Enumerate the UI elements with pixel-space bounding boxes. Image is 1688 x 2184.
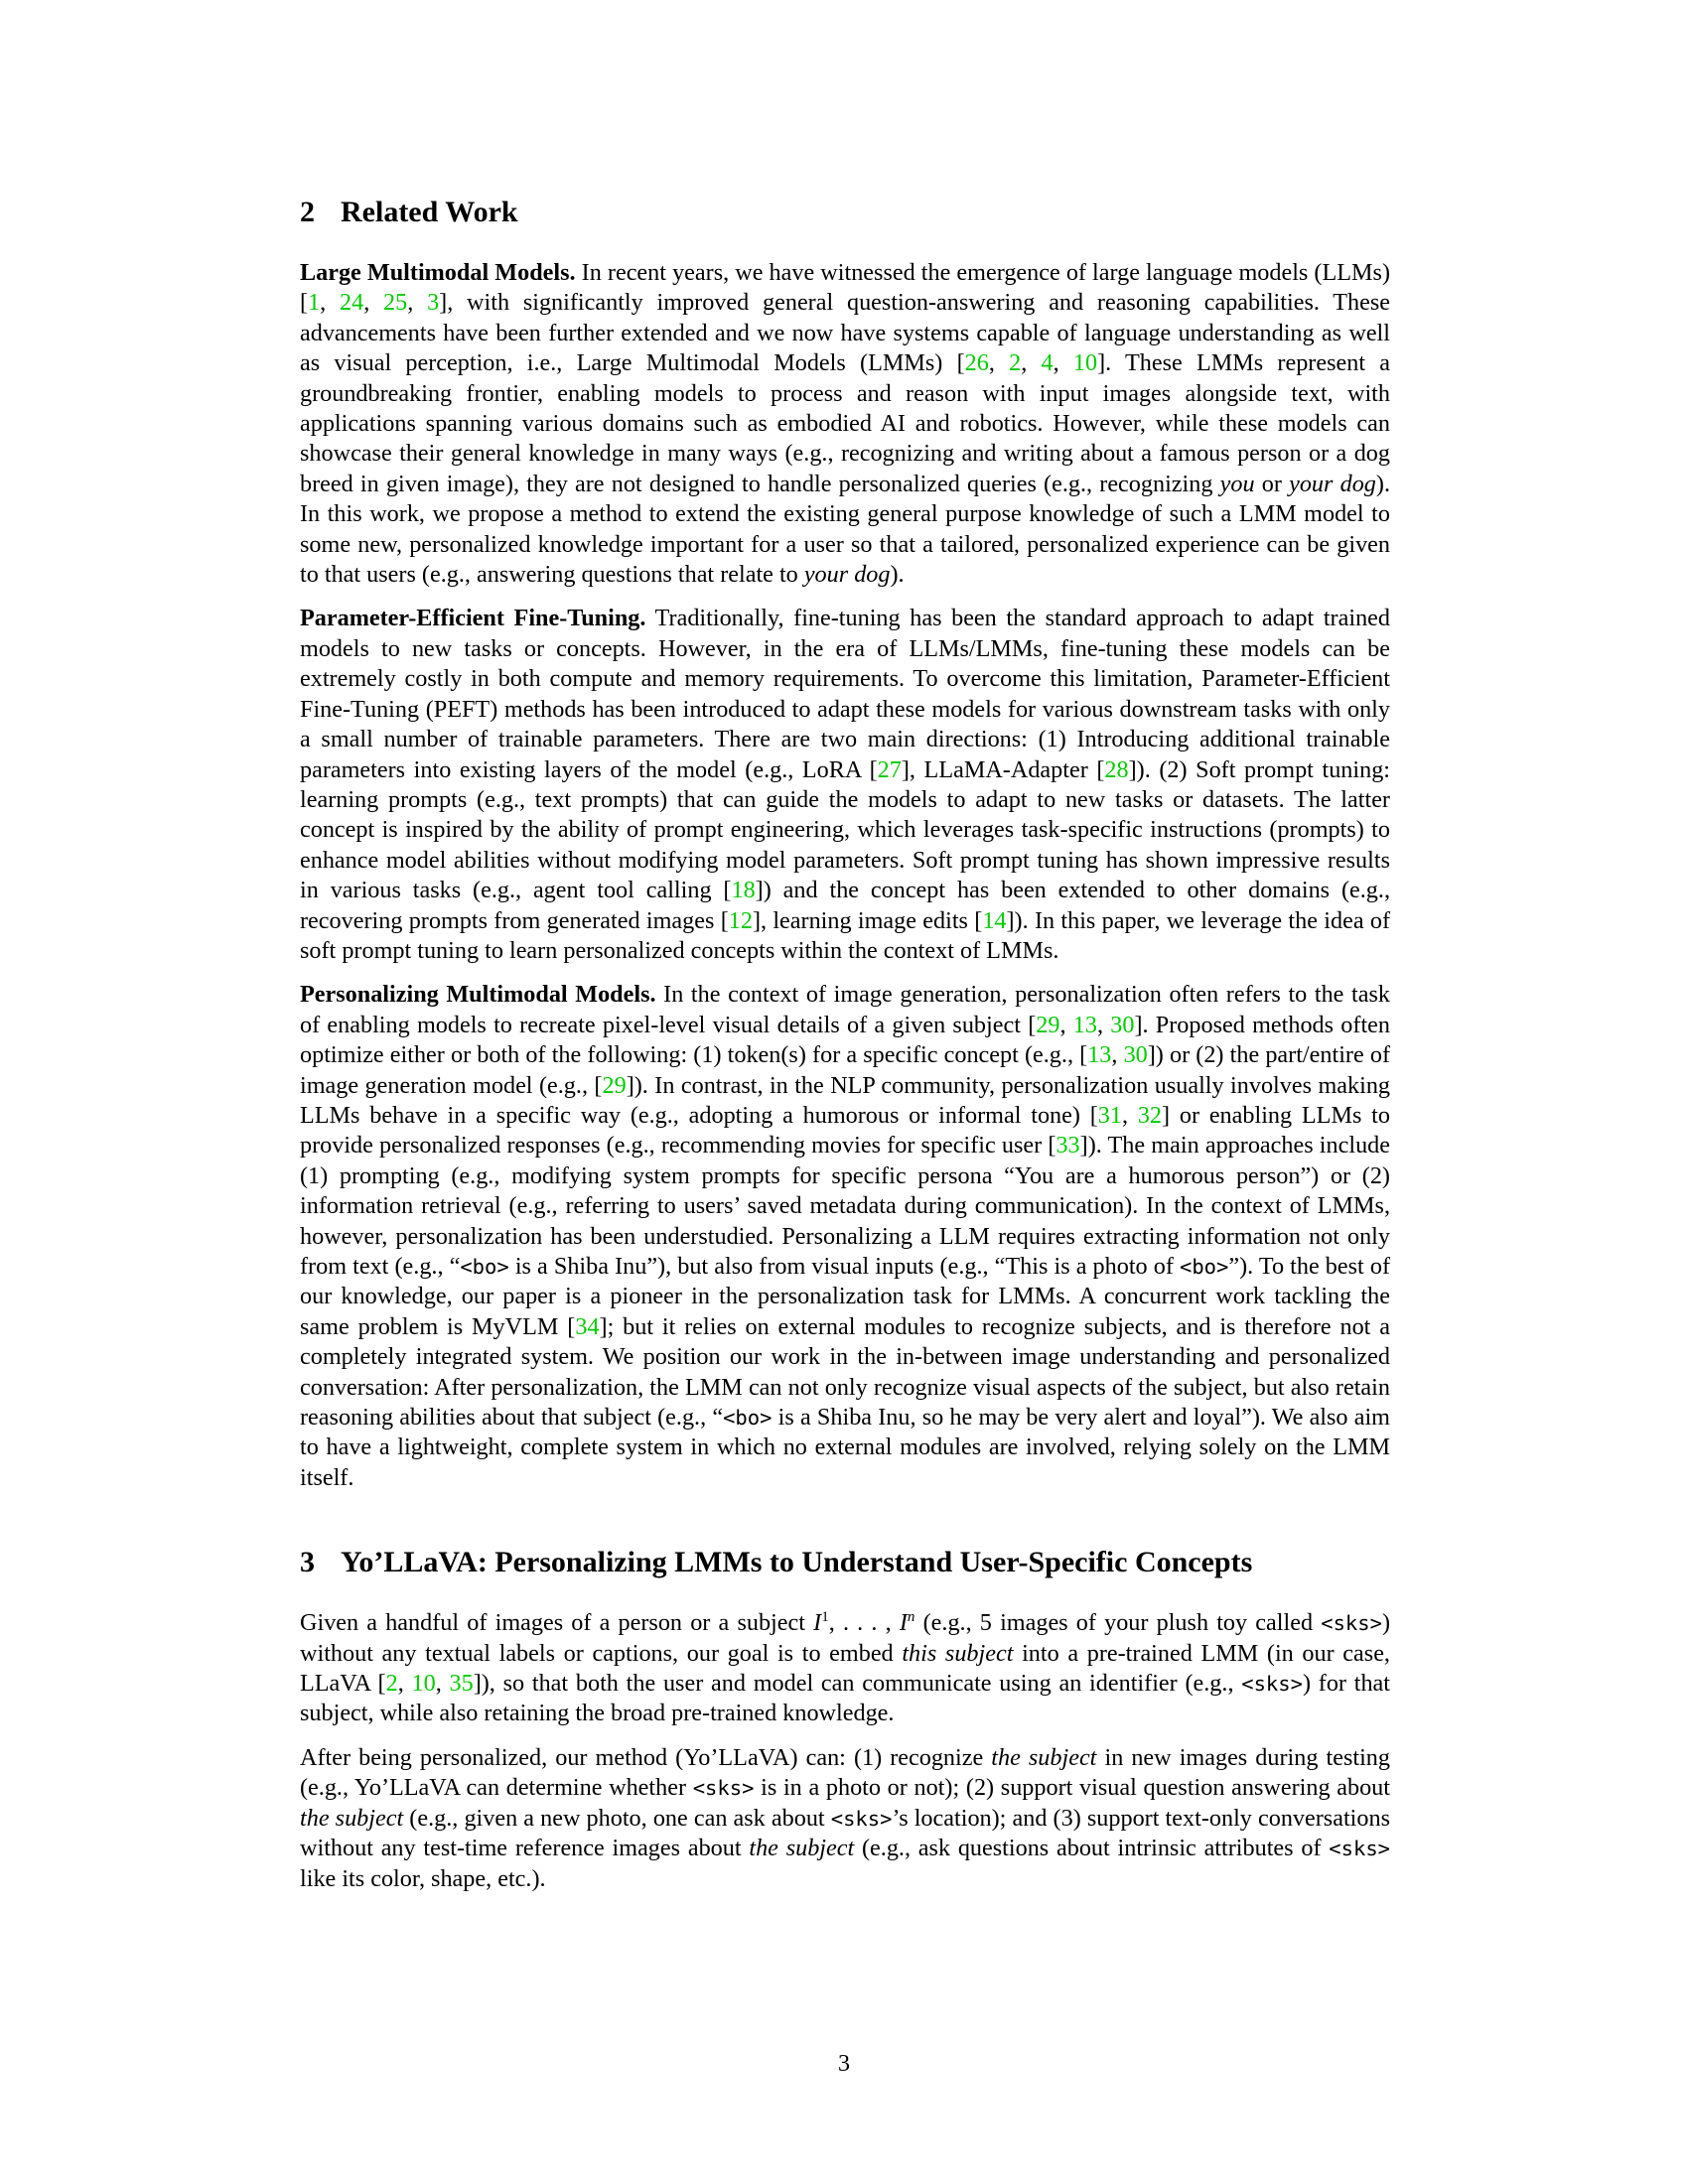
text-run: Given a handful of images of a person or a subject xyxy=(300,1609,814,1637)
text-run: ]). (2) Soft prompt tuning: learning prompts (e.g., text prompts) that can guide the models to adapt to new tasks or datasets. The latter concept is inspired by the ability of prompt engineering, which leverages task-specific instructions (prompts) to enhance model abilities without modifying model parameters. Soft prompt tuning has shown impressive results in various tasks (e.g., agent tool calling [ xyxy=(300,755,1391,904)
text-run: In recent years, we have witnessed the emergence of large language models (LLMs) [ xyxy=(300,259,1390,317)
text-run: , xyxy=(1121,1101,1138,1129)
identifier-token: <sks> xyxy=(1321,1611,1382,1636)
paper-page xyxy=(300,195,1390,1894)
citation-link[interactable]: 24 xyxy=(340,289,364,317)
paragraph-lead: Parameter-Efficient Fine-Tuning. xyxy=(300,605,646,632)
citation-link[interactable]: 13 xyxy=(1087,1041,1112,1069)
text-run: After being personalized, our method (Yo’LLaVA) can: (1) recognize xyxy=(300,1743,992,1771)
text-run: In the context of image generation, personalization often refers to the task of enabling models to recreate pixel-level visual details of a given subject [ xyxy=(300,981,1390,1038)
citation-link[interactable]: 30 xyxy=(1123,1041,1148,1069)
text-run: ) without any textual labels or captions, our goal is to embed xyxy=(300,1609,1391,1667)
text-run: , xyxy=(1096,1011,1111,1038)
citation-link[interactable]: 13 xyxy=(1072,1011,1097,1038)
citation-link[interactable]: 27 xyxy=(877,755,902,783)
paragraph-lead: Personalizing Multimodal Models. xyxy=(300,981,656,1009)
text-run: ’s location); and (3) support text-only conversations without any test-time reference images about xyxy=(300,1804,1390,1862)
text-run: ], with significantly improved general question-answering and reasoning capabilities. These advancements have been further extended and we now have systems capable of language understanding as well as visual perception, i.e., Large Multimodal Models (LMMs) [ xyxy=(300,289,1391,377)
text-run: ] or enabling LLMs to provide personalized responses (e.g., recommending movies for specific user [ xyxy=(300,1101,1390,1160)
citation-link[interactable]: 2 xyxy=(385,1670,398,1698)
text-run: ], LLaMA-Adapter [ xyxy=(901,755,1105,783)
text-run: ”). To the best of our knowledge, our paper is a pioneer in the personalization task for LMMs. A concurrent work tackling the same problem is MyVLM [ xyxy=(300,1253,1391,1340)
text-run: , xyxy=(1021,349,1042,377)
text-run: is a Shiba Inu, so he may be very alert and loyal”). We also aim to have a lightweight, complete system in which no external modules are involved, relying solely on the LMM itself. xyxy=(300,1404,1390,1491)
section-title: Yo’LLaVA: Personalizing LMMs to Understand User-Specific Concepts xyxy=(341,1546,1253,1579)
citation-link[interactable]: 4 xyxy=(1041,349,1054,377)
identifier-token: <bo> xyxy=(460,1255,509,1279)
paragraph-large-multimodal-models xyxy=(300,258,1390,590)
math-superscript: n xyxy=(907,1609,915,1626)
text-run: ]). In this paper, we leverage the idea of soft prompt tuning to learn personalized concepts within the context of LMMs. xyxy=(300,906,1390,964)
text-run: (e.g., ask questions about intrinsic attributes of xyxy=(854,1835,1330,1862)
citation-link[interactable]: 25 xyxy=(383,289,408,317)
section-number: 2 xyxy=(300,196,315,228)
text-run: ]). The main approaches include (1) prompting (e.g., modifying system prompts for specific persona “You are a humorous person”) or (2) information retrieval (e.g., referring to users’ saved metadata during communication). In the context of LMMs, however, personalization has been understudied. Personalizing a LLM requires extracting information not only from text (e.g., “ xyxy=(300,1132,1390,1280)
text-run: is a Shiba Inu”), but also from visual inputs (e.g., “This is a photo of xyxy=(508,1253,1180,1280)
text-run: ]. Proposed methods often optimize either or both of the following: (1) token(s) for a specific concept (e.g., [ xyxy=(300,1011,1391,1069)
text-run: like its color, shape, etc.). xyxy=(300,1864,546,1892)
paragraph-personalizing-multimodal-models xyxy=(300,980,1390,1493)
math-symbol: , . . . , xyxy=(828,1609,900,1637)
identifier-token: <bo> xyxy=(1180,1255,1229,1279)
citation-link[interactable]: 12 xyxy=(728,906,753,934)
text-run: in new images during testing (e.g., Yo’LLaVA can determine whether xyxy=(300,1743,1390,1802)
text-run: ]) and the concept has been extended to other domains (e.g., recovering prompts from generated images [ xyxy=(300,877,1390,934)
math-expression xyxy=(813,1609,914,1636)
section-heading-related-work xyxy=(300,195,1390,230)
citation-link[interactable]: 31 xyxy=(1097,1101,1122,1129)
text-run: , xyxy=(320,289,340,317)
emphasis: the subject xyxy=(749,1835,855,1862)
text-run: ]) or (2) the part/entire of image generation model (e.g., [ xyxy=(300,1041,1390,1099)
citation-link[interactable]: 33 xyxy=(1055,1132,1080,1160)
emphasis: this subject xyxy=(902,1639,1014,1667)
citation-link[interactable]: 29 xyxy=(1036,1011,1060,1038)
identifier-token: <bo> xyxy=(723,1406,773,1431)
citation-link[interactable]: 28 xyxy=(1104,755,1129,783)
section-number: 3 xyxy=(300,1546,315,1579)
emphasis: your dog xyxy=(803,561,891,589)
text-run: ]; but it relies on external modules to recognize subjects, and is therefore not a completely integrated system. We position our work in the in-between image understanding and personalized conversation: After personalization, the LMM can not only recognize visual aspects of the subject, but also retain reasoning abilities about that subject (e.g., “ xyxy=(300,1312,1390,1432)
text-run: or xyxy=(1254,470,1290,497)
citation-link[interactable]: 29 xyxy=(602,1071,627,1099)
text-run: ]). In contrast, in the NLP community, personalization usually involves making LLMs behave in a specific way (e.g., adopting a humorous or informal tone) [ xyxy=(300,1071,1391,1129)
citation-link[interactable]: 35 xyxy=(449,1670,474,1698)
citation-link[interactable]: 1 xyxy=(308,289,321,317)
page-number: 3 xyxy=(838,2051,850,2077)
citation-link[interactable]: 30 xyxy=(1110,1011,1135,1038)
text-run: , xyxy=(435,1670,450,1698)
citation-link[interactable]: 10 xyxy=(1072,349,1098,377)
identifier-token: <sks> xyxy=(692,1776,755,1801)
text-run: is in a photo or not); (2) support visual question answering about xyxy=(754,1774,1390,1802)
text-run: , xyxy=(988,349,1010,377)
section-title: Related Work xyxy=(341,196,518,228)
text-run: ]. These LMMs represent a groundbreaking frontier, enabling models to process and reason with input images alongside text, with applications spanning various domains such as embodied AI and robotics. However, while these models can showcase their general knowledge in many ways (e.g., recognizing and writing about a famous person or a dog breed in given image), they are not designed to handle personalized queries (e.g., recognizing xyxy=(300,349,1391,497)
text-run: , xyxy=(407,289,428,317)
identifier-token: <sks> xyxy=(1241,1672,1303,1697)
emphasis: the subject xyxy=(991,1743,1097,1771)
math-symbol: I xyxy=(899,1609,908,1637)
citation-link[interactable]: 14 xyxy=(982,906,1007,934)
emphasis: your dog xyxy=(1289,470,1376,497)
paragraph-peft xyxy=(300,604,1390,966)
text-run: ). xyxy=(890,561,905,589)
section-heading-yollava xyxy=(300,1545,1390,1580)
citation-link[interactable]: 34 xyxy=(575,1312,600,1340)
text-run: Traditionally, fine-tuning has been the standard approach to adapt trained models to new tasks or concepts. However, in the era of LLMs/LMMs, fine-tuning these models can be extremely costly in both compute and memory requirements. To overcome this limitation, Parameter-Efficient Fine-Tuning (PEFT) methods has been introduced to adapt these models for various downstream tasks with only a small number of trainable parameters. There are two main directions: (1) Introducing additional trainable parameters into existing layers of the model (e.g., LoRA [ xyxy=(300,605,1390,783)
text-run: (e.g., given a new photo, one can ask about xyxy=(403,1804,831,1832)
text-run: into a pre-trained LMM (in our case, LLaVA [ xyxy=(300,1639,1390,1698)
text-run: (e.g., 5 images of your plush toy called xyxy=(914,1609,1322,1637)
citation-link[interactable]: 32 xyxy=(1137,1101,1163,1129)
text-run: , xyxy=(1059,1011,1073,1038)
citation-link[interactable]: 3 xyxy=(427,289,440,317)
math-superscript: 1 xyxy=(821,1609,829,1626)
text-run: ]), so that both the user and model can communicate using an identifier (e.g., xyxy=(473,1670,1242,1698)
citation-link[interactable]: 26 xyxy=(964,349,989,377)
text-run: , xyxy=(1111,1041,1124,1069)
text-run: ) for that subject, while also retaining the broad pre-trained knowledge. xyxy=(300,1670,1391,1727)
text-run: , xyxy=(1053,349,1073,377)
citation-link[interactable]: 2 xyxy=(1009,349,1022,377)
paragraph-capabilities xyxy=(300,1743,1390,1894)
citation-link[interactable]: 10 xyxy=(411,1670,436,1698)
text-run: , xyxy=(397,1670,412,1698)
emphasis: you xyxy=(1219,470,1255,497)
citation-link[interactable]: 18 xyxy=(731,877,756,904)
text-run: ], learning image edits [ xyxy=(752,906,983,934)
identifier-token: <sks> xyxy=(830,1806,893,1831)
math-symbol: I xyxy=(813,1609,822,1637)
paragraph-lead: Large Multimodal Models. xyxy=(300,259,576,286)
paragraph-problem-setup xyxy=(300,1608,1390,1729)
emphasis: the subject xyxy=(300,1804,404,1832)
text-run: ). In this work, we propose a method to extend the existing general purpose knowledge of such a LMM model to some new, personalized knowledge important for a user so that a tailored, personalized experience can be given to that users (e.g., answering questions that relate to xyxy=(300,470,1390,589)
text-run: , xyxy=(363,289,384,317)
identifier-token: <sks> xyxy=(1329,1837,1391,1861)
